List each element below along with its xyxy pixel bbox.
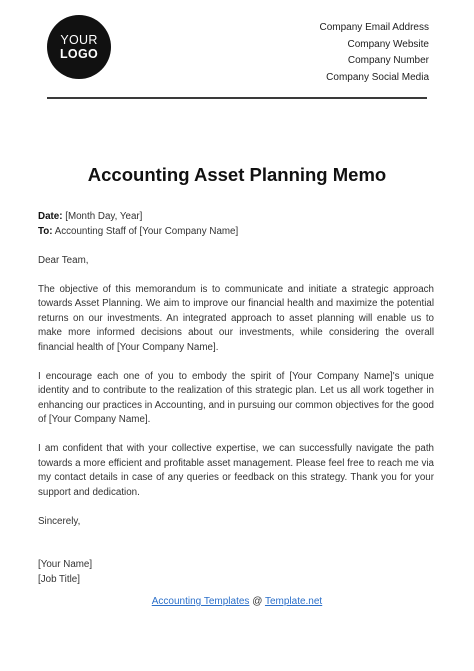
- greeting: Dear Team,: [38, 254, 89, 266]
- contact-number: Company Number: [347, 55, 429, 66]
- closing: Sincerely,: [38, 515, 81, 527]
- to-value: Accounting Staff of [Your Company Name]: [52, 225, 239, 237]
- paragraph-objective: The objective of this memorandum is to communicate and initiate a strategic approach towards Asset Planning. We aim to improve our financial health and maximize the potential returns on our investments. An integrated approach to asset planning will enable us to make more informed decisions about our investments, while considering the overall financial health of [Your Company Name].: [38, 283, 434, 353]
- paragraph-encourage: I encourage each one of you to embody the spirit of [Your Company Name]'s unique identity and to contribute to the realization of this strategic plan. Let us all work together in enhancing our practices in Accounting, and in pursuing our common objectives for the good of [Your Company Name].: [38, 370, 434, 425]
- footer-separator: @: [249, 596, 265, 607]
- contact-website: Company Website: [347, 38, 429, 50]
- signature-name: [Your Name]: [38, 559, 93, 570]
- footer: [0, 596, 474, 607]
- contact-email: Company Email Address: [319, 22, 429, 33]
- accounting-templates-link[interactable]: Accounting Templates: [151, 596, 250, 607]
- paragraph-confident: I am confident that with your collective expertise, we can successfully navigate the path towards a more efficient and profitable asset management. Please feel free to reach me via my contact details in case of any queries or feedback on this strategy. Thank you for your support and dedication.: [38, 443, 434, 498]
- memo-body: [38, 210, 434, 587]
- memo-title: Accounting Asset Planning Memo: [87, 164, 387, 185]
- contact-social: Company Social Media: [326, 71, 429, 83]
- signature-job-title: [Job Title]: [38, 573, 80, 585]
- contact-block: [320, 20, 430, 86]
- logo-line-2: LOGO: [59, 47, 98, 61]
- header-divider: [47, 97, 427, 99]
- date-line: [38, 210, 434, 225]
- to-line: [38, 225, 434, 240]
- template-net-link[interactable]: Template.net: [264, 596, 323, 607]
- logo-line-1: YOUR: [60, 33, 98, 47]
- to-label: To:: [38, 225, 53, 237]
- date-label: Date:: [38, 211, 63, 222]
- company-logo: [47, 15, 111, 79]
- date-value: [Month Day, Year]: [62, 211, 143, 222]
